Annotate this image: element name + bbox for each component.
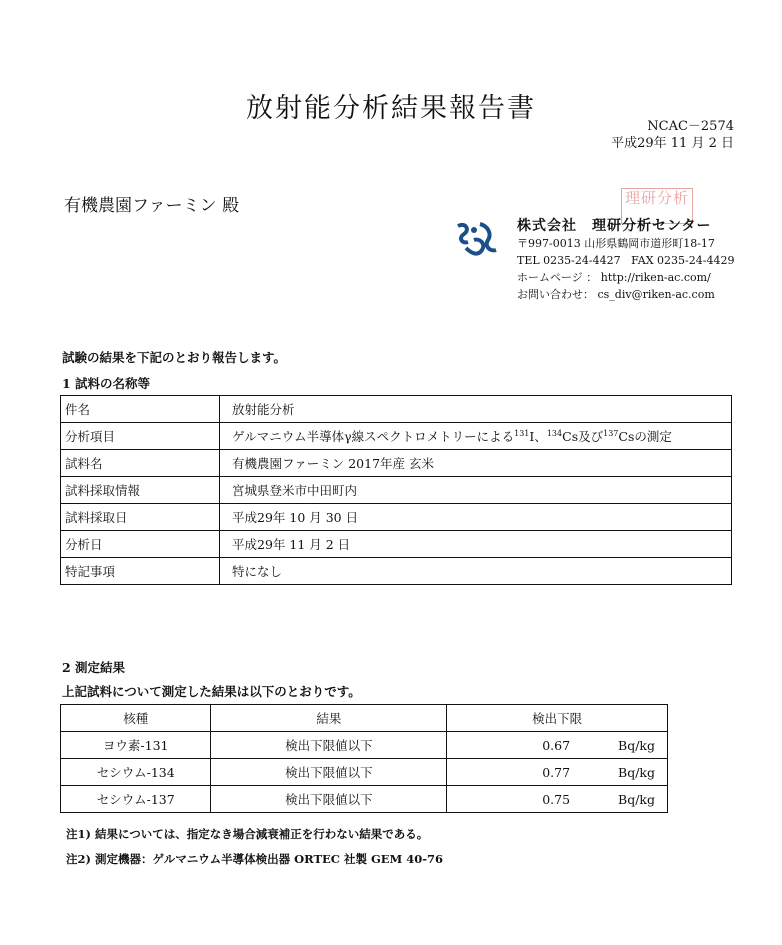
company-seal: 理研分析 xyxy=(621,188,693,224)
company-tel: TEL 0235-24-4427 xyxy=(517,254,621,267)
company-homepage xyxy=(517,269,734,286)
company-logo-icon xyxy=(452,220,498,260)
limit-cell xyxy=(447,786,668,813)
row-key: 件名 xyxy=(61,396,220,423)
limit-cell xyxy=(447,732,668,759)
result-cell: 検出下限値以下 xyxy=(211,759,447,786)
row-key: 分析項目 xyxy=(61,423,220,450)
table-header-row xyxy=(61,705,668,732)
homepage-url: http://riken-ac.com/ xyxy=(600,271,711,284)
limit-value: 0.75 xyxy=(542,791,571,807)
report-title: 放射能分析結果報告書 xyxy=(246,93,536,124)
results-table xyxy=(60,704,668,813)
header-nuclide: 核種 xyxy=(61,705,211,732)
limit-value: 0.77 xyxy=(542,764,571,780)
note-2: 注2) 測定機器：ゲルマニウム半導体検出器 ORTEC 社製 GEM 40-76 xyxy=(66,852,444,866)
table-row xyxy=(61,732,668,759)
header-limit: 検出下限 xyxy=(447,705,668,732)
nuclide-cell: セシウム-137 xyxy=(61,786,211,813)
contact-label: お問い合わせ： xyxy=(517,288,594,301)
limit-unit: Bq/kg xyxy=(618,764,655,780)
row-key: 試料名 xyxy=(61,450,220,477)
table-row xyxy=(61,759,668,786)
note-1: 注1) 結果については、指定なき場合減衰補正を行わない結果である。 xyxy=(66,827,429,841)
company-address: 〒997-0013 山形県鶴岡市道形町18-17 xyxy=(517,237,715,250)
contact-email: cs_div@riken-ac.com xyxy=(597,288,715,301)
sample-info-table xyxy=(60,395,732,585)
isotope-number: 137 xyxy=(603,428,619,438)
result-cell: 検出下限値以下 xyxy=(211,786,447,813)
company-phone-fax xyxy=(517,252,734,269)
limit-unit: Bq/kg xyxy=(618,791,655,807)
nuclide-cell: セシウム-134 xyxy=(61,759,211,786)
company-block xyxy=(517,218,734,303)
limit-value: 0.67 xyxy=(542,737,571,753)
row-value: 平成29年 10 月 30 日 xyxy=(220,504,732,531)
homepage-label: ホームページ ： xyxy=(517,271,598,284)
table-row xyxy=(61,450,732,477)
limit-unit: Bq/kg xyxy=(618,737,655,753)
element-text: Csの測定 xyxy=(618,429,672,444)
row-value: 有機農園ファーミン 2017年産 玄米 xyxy=(220,450,732,477)
table-row xyxy=(61,423,732,450)
table-row xyxy=(61,531,732,558)
row-key: 分析日 xyxy=(61,531,220,558)
row-value: 宮城県登米市中田町内 xyxy=(220,477,732,504)
row-value: 平成29年 11 月 2 日 xyxy=(220,531,732,558)
document-meta xyxy=(611,118,734,152)
intro-text: 試験の結果を下記のとおり報告します。 xyxy=(62,350,287,365)
nuclide-cell: ヨウ素-131 xyxy=(61,732,211,759)
element-text: Cs及び xyxy=(562,429,604,444)
table-row xyxy=(61,396,732,423)
element-text: I、 xyxy=(529,429,547,444)
addressee: 有機農園ファーミン 殿 xyxy=(64,196,240,216)
table-row xyxy=(61,477,732,504)
isotope-number: 131 xyxy=(514,428,530,438)
company-fax: FAX 0235-24-4429 xyxy=(631,254,735,267)
result-cell: 検出下限値以下 xyxy=(211,732,447,759)
row-key: 特記事項 xyxy=(61,558,220,585)
section1-heading: 1 試料の名称等 xyxy=(62,376,151,391)
document-number: NCAC－2574 xyxy=(647,119,734,134)
row-value: 放射能分析 xyxy=(220,396,732,423)
row-key: 試料採取情報 xyxy=(61,477,220,504)
table-row xyxy=(61,558,732,585)
row-value: 特になし xyxy=(220,558,732,585)
header-result: 結果 xyxy=(211,705,447,732)
document-date: 平成29年 11 月 2 日 xyxy=(611,136,734,151)
company-contact xyxy=(517,286,734,303)
section2-heading: 2 測定結果 xyxy=(62,660,126,675)
company-name: 株式会社 理研分析センター xyxy=(517,218,712,234)
table-row xyxy=(61,504,732,531)
limit-cell xyxy=(447,759,668,786)
analysis-prefix: ゲルマニウム半導体γ線スペクトロメトリーによる xyxy=(232,429,515,444)
section2-subheading: 上記試料について測定した結果は以下のとおりです。 xyxy=(62,684,361,699)
row-key: 試料採取日 xyxy=(61,504,220,531)
row-value xyxy=(220,423,732,450)
table-row xyxy=(61,786,668,813)
isotope-number: 134 xyxy=(546,428,563,438)
